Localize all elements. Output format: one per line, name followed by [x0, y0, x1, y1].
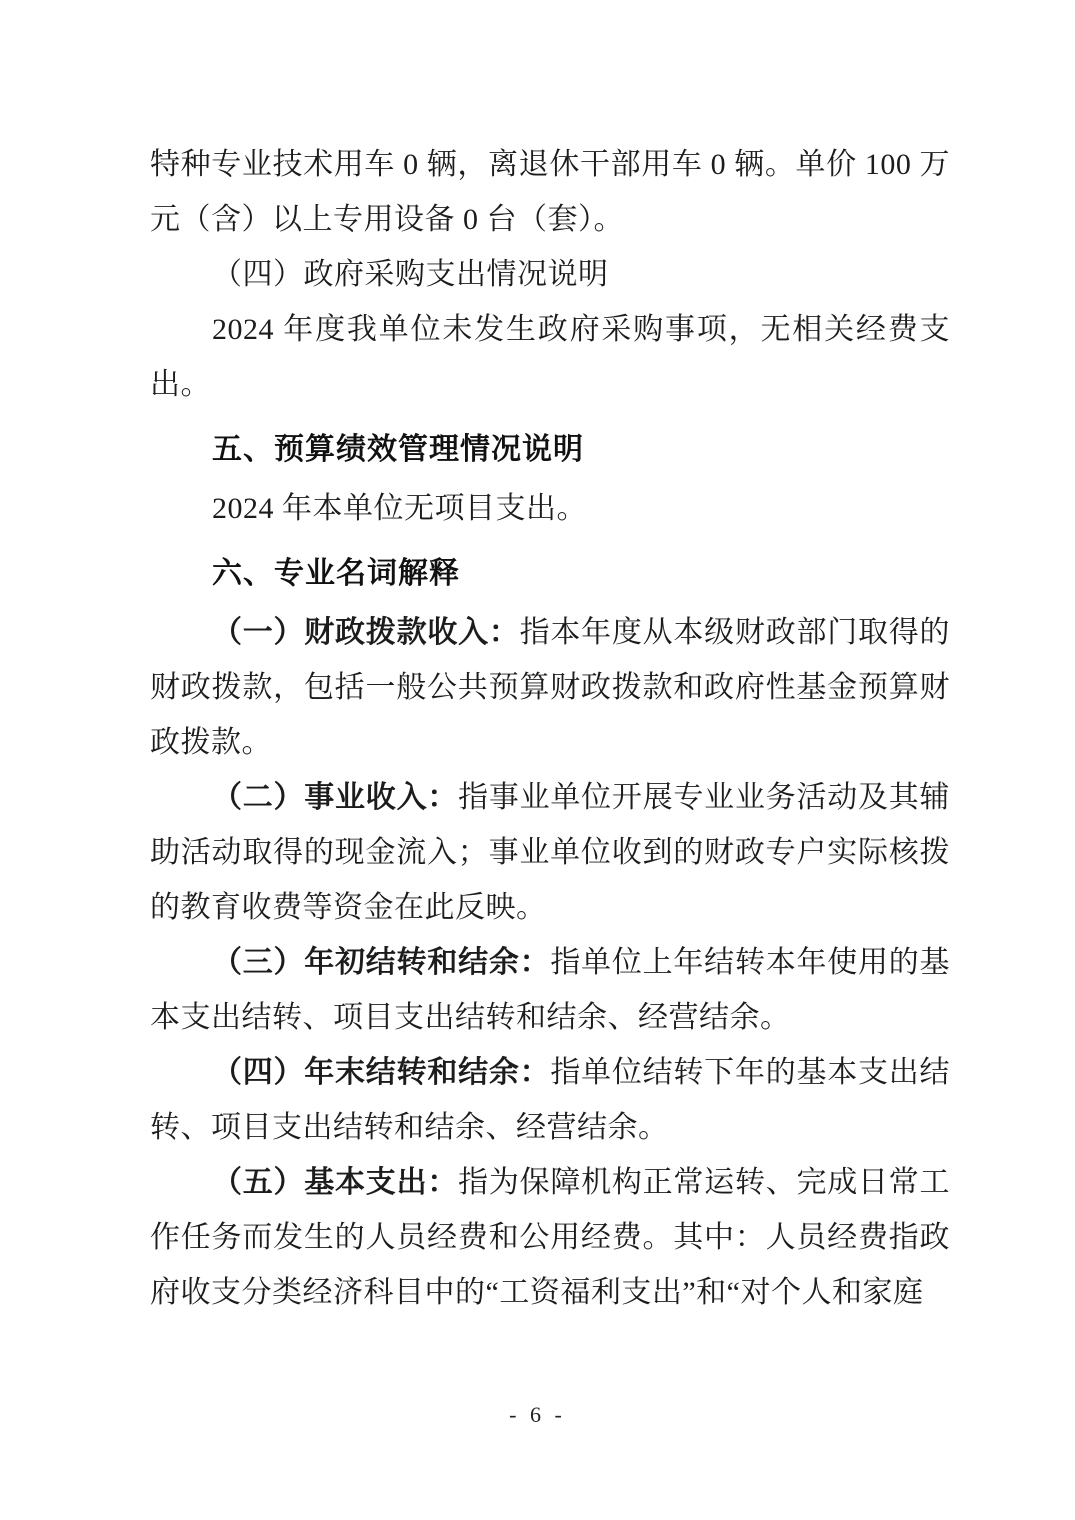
section5-heading: 五、预算绩效管理情况说明 [212, 433, 584, 466]
document-body [150, 137, 950, 1320]
definition-term: （二）事业收入： [212, 781, 459, 814]
section5-body: 2024 年本单位无项目支出。 [212, 492, 587, 525]
subsection4-heading: （四）政府采购支出情况说明 [212, 258, 609, 291]
definition-term: （三）年初结转和结余： [212, 946, 551, 979]
subsection4-body: 2024 年度我单位未发生政府采购事项，无相关经费支出。 [150, 313, 950, 401]
definition-term: （四）年末结转和结余： [212, 1056, 551, 1089]
definition-term: （一）财政拨款收入： [212, 616, 520, 649]
definition-text: 指事业单位开展专业业务活动及其辅助活动取得的现金流入；事业单位收到的财政专户实际核拨的教育收费等资金在此反映。 [150, 781, 951, 924]
definition-paragraph [150, 770, 950, 935]
definition-paragraph [150, 1045, 950, 1155]
carryover-paragraph: 特种专业技术用车 0 辆，离退休干部用车 0 辆。单价 100 万元（含）以上专用设备 0 台（套）。 [150, 148, 950, 236]
definition-paragraph [150, 605, 950, 770]
definition-text: 指本年度从本级财政部门取得的财政拨款，包括一般公共预算财政拨款和政府性基金预算财政拨款。 [150, 616, 951, 759]
definition-text: 指单位上年结转本年使用的基本支出结转、项目支出结转和结余、经营结余。 [150, 946, 951, 1034]
definition-text: 指为保障机构正常运转、完成日常工作任务而发生的人员经费和公用经费。其中：人员经费指政府收支分类经济科目中的“工资福利支出”和“对个人和家庭 [150, 1166, 951, 1309]
page-number: - 6 - [509, 1402, 566, 1427]
section6-heading: 六、专业名词解释 [212, 557, 460, 590]
definition-paragraph [150, 1155, 950, 1320]
definition-paragraph [150, 935, 950, 1045]
definition-text: 指单位结转下年的基本支出结转、项目支出结转和结余、经营结余。 [150, 1056, 951, 1144]
definition-term: （五）基本支出： [212, 1166, 459, 1199]
